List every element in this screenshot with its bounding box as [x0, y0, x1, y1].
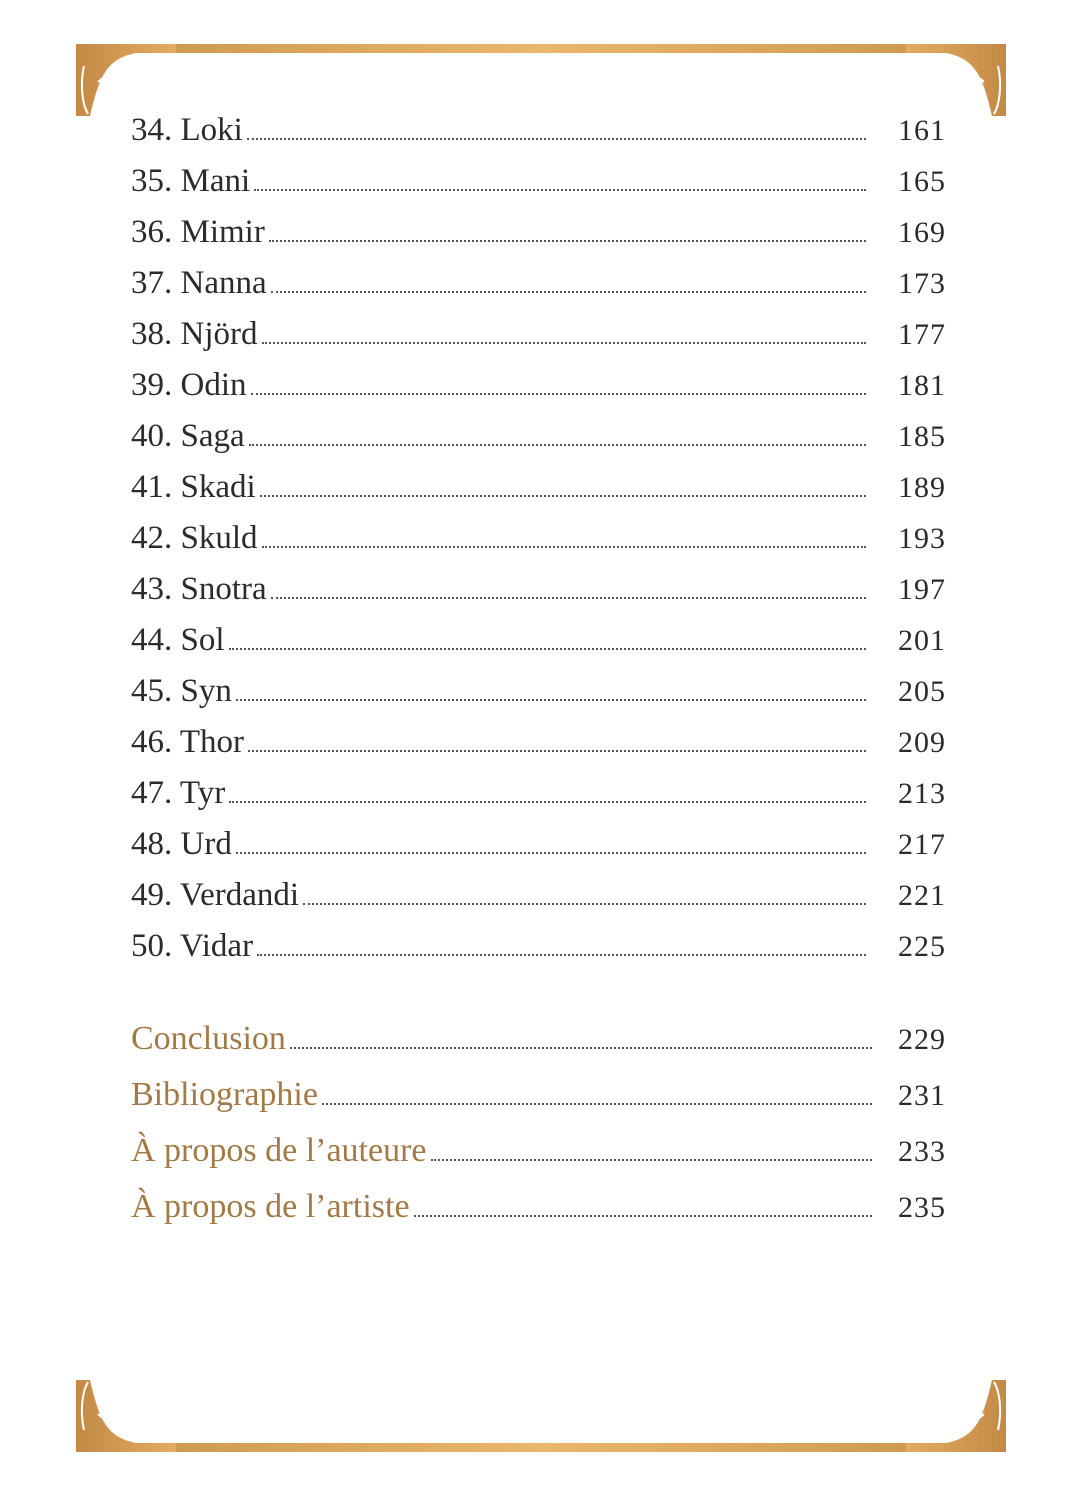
toc-entry-title: 49. Verdandi: [131, 877, 300, 913]
toc-entry-page: 229: [898, 1023, 946, 1056]
dot-leader: [260, 495, 866, 497]
dot-leader: [249, 444, 866, 446]
toc-entry[interactable]: [131, 877, 946, 928]
toc-entry-title: 50. Vidar: [131, 928, 254, 964]
back-matter-list: [131, 1020, 946, 1244]
toc-entry-title: 38. Njörd: [131, 316, 258, 352]
toc-entry-title: 42. Skuld: [131, 520, 258, 556]
dot-leader: [269, 240, 866, 242]
toc-entry-page: 197: [898, 573, 946, 606]
bottom-border: [76, 1443, 1006, 1452]
toc-entry[interactable]: [131, 520, 946, 571]
toc-entry-title: 45. Syn: [131, 673, 232, 709]
corner-ornament-icon: [906, 44, 1006, 119]
toc-entry-title: 44. Sol: [131, 622, 225, 658]
toc-entry-page: 165: [898, 165, 946, 198]
toc-entry-title: 41. Skadi: [131, 469, 256, 505]
toc-entry[interactable]: [131, 775, 946, 826]
toc-entry-page: 209: [898, 726, 946, 759]
toc-entry[interactable]: [131, 1188, 946, 1244]
dot-leader: [229, 801, 866, 803]
dot-leader: [229, 648, 866, 650]
toc-entry-page: 177: [898, 318, 946, 351]
toc-entry-page: 231: [898, 1079, 946, 1112]
toc-entry[interactable]: [131, 622, 946, 673]
dot-leader: [303, 903, 866, 905]
dot-leader: [254, 189, 866, 191]
dot-leader: [290, 1047, 872, 1049]
dot-leader: [271, 597, 866, 599]
toc-entry-page: 233: [898, 1135, 946, 1168]
dot-leader: [322, 1103, 872, 1105]
toc-entry-title: Bibliographie: [131, 1076, 318, 1113]
toc-entry-title: 43. Snotra: [131, 571, 267, 607]
corner-ornament-icon: [76, 44, 176, 119]
toc-entry-title: 36. Mimir: [131, 214, 265, 250]
toc-entry-title: 35. Mani: [131, 163, 251, 199]
toc-entry-page: 213: [898, 777, 946, 810]
toc-entry-title: 39. Odin: [131, 367, 247, 403]
toc-entry-title: 34. Loki: [131, 112, 243, 148]
corner-ornament-icon: [76, 1377, 176, 1452]
dot-leader: [431, 1159, 872, 1161]
dot-leader: [248, 750, 866, 752]
toc-entry-page: 189: [898, 471, 946, 504]
toc-entry-page: 173: [898, 267, 946, 300]
toc-entry[interactable]: [131, 673, 946, 724]
dot-leader: [271, 291, 866, 293]
toc-entry[interactable]: [131, 112, 946, 163]
dot-leader: [257, 954, 866, 956]
toc-entry[interactable]: [131, 367, 946, 418]
corner-ornament-icon: [906, 1377, 1006, 1452]
toc-entry-page: 235: [898, 1191, 946, 1224]
toc-entry[interactable]: [131, 316, 946, 367]
toc-entry[interactable]: [131, 571, 946, 622]
toc-entry[interactable]: [131, 214, 946, 265]
toc-entry[interactable]: [131, 1132, 946, 1188]
toc-entry-page: 161: [898, 114, 946, 147]
toc-entry[interactable]: [131, 1020, 946, 1076]
toc-entry-page: 225: [898, 930, 946, 963]
toc-entry-title: À propos de l’auteure: [131, 1132, 427, 1169]
toc-entry-page: 201: [898, 624, 946, 657]
toc-entry-page: 193: [898, 522, 946, 555]
dot-leader: [262, 546, 866, 548]
toc-entry-title: 47. Tyr: [131, 775, 226, 811]
top-border: [76, 44, 1006, 53]
dot-leader: [247, 138, 866, 140]
toc-entry[interactable]: [131, 265, 946, 316]
toc-entry[interactable]: [131, 163, 946, 214]
toc-entry[interactable]: [131, 826, 946, 877]
toc-entry-page: 221: [898, 879, 946, 912]
toc-entry-title: À propos de l’artiste: [131, 1188, 410, 1225]
toc-entry[interactable]: [131, 469, 946, 520]
toc-entry-title: 40. Saga: [131, 418, 245, 454]
toc-entry-title: 46. Thor: [131, 724, 245, 760]
toc-entry[interactable]: [131, 1076, 946, 1132]
toc-entry-page: 217: [898, 828, 946, 861]
toc-entry[interactable]: [131, 418, 946, 469]
toc-entry-page: 169: [898, 216, 946, 249]
dot-leader: [414, 1215, 872, 1217]
toc-entry-title: 48. Urd: [131, 826, 232, 862]
table-of-contents: [131, 112, 946, 979]
toc-entry-title: 37. Nanna: [131, 265, 267, 301]
dot-leader: [236, 852, 866, 854]
toc-entry[interactable]: [131, 928, 946, 979]
toc-entry-title: Conclusion: [131, 1020, 286, 1057]
toc-entry-page: 181: [898, 369, 946, 402]
dot-leader: [251, 393, 867, 395]
dot-leader: [262, 342, 867, 344]
toc-entry-page: 205: [898, 675, 946, 708]
toc-entry[interactable]: [131, 724, 946, 775]
toc-entry-page: 185: [898, 420, 946, 453]
dot-leader: [236, 699, 866, 701]
